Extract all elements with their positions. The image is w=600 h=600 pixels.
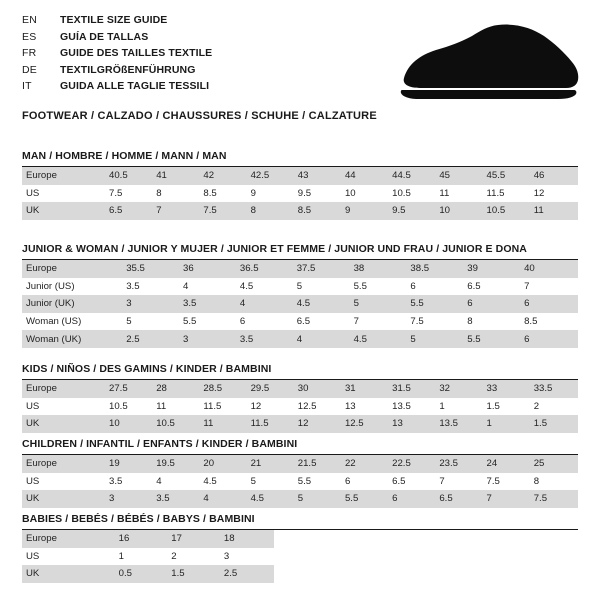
table-block-kids: [22, 363, 578, 433]
cell: 6: [410, 280, 416, 292]
cell: 6.5: [392, 475, 406, 487]
cell: 4.5: [248, 490, 295, 508]
cell: 3.5: [126, 280, 140, 292]
cell-empty: [274, 530, 579, 548]
row-label: Woman (US): [26, 316, 82, 328]
cell: 8: [533, 475, 540, 487]
cell: 9: [342, 202, 389, 220]
cell: 18: [221, 530, 274, 548]
size-table: [22, 380, 578, 433]
cell: 6: [389, 490, 436, 508]
table-row: [22, 185, 578, 203]
cell: 45: [436, 167, 483, 185]
block-heading: BABIES / BEBÉS / BÉBÉS / BABYS / BAMBINI: [22, 513, 578, 530]
language-title: TEXTILE SIZE GUIDE: [60, 14, 168, 26]
cell: 17: [168, 530, 221, 548]
language-code: ES: [22, 30, 37, 43]
cell: 4: [237, 295, 294, 313]
cell: 12: [250, 400, 262, 412]
cell: 6: [239, 316, 246, 328]
cell: 8.5: [524, 316, 538, 328]
cell: 11.5: [203, 400, 222, 412]
row-label: Woman (UK): [22, 330, 123, 348]
category-title: FOOTWEAR / CALZADO / CHAUSSURES / SCHUHE / CALZATURE: [22, 110, 377, 122]
cell: 36.5: [237, 260, 294, 278]
cell: 37.5: [294, 260, 351, 278]
language-title: TEXTILGRÖßENFÜHRUNG: [60, 63, 196, 76]
cell: 38: [351, 260, 408, 278]
table-block-babies: [22, 513, 578, 583]
cell: 28.5: [200, 380, 247, 398]
cell: 12: [533, 187, 545, 199]
header: [22, 14, 402, 97]
table-row: [22, 473, 578, 491]
cell: 6.5: [106, 202, 153, 220]
row-label: Junior (UK): [22, 295, 123, 313]
cell: 27.5: [106, 380, 153, 398]
cell: 29.5: [248, 380, 295, 398]
table-row: [22, 260, 578, 278]
cell: 44: [342, 167, 389, 185]
cell: 3.5: [237, 330, 294, 348]
cell: 9.5: [297, 187, 312, 199]
cell: 13.5: [392, 400, 411, 412]
table-row: [22, 455, 578, 473]
language-code: IT: [22, 80, 32, 92]
cell: 8: [467, 316, 473, 328]
size-table: [22, 530, 578, 583]
cell: 4.5: [351, 330, 408, 348]
cell: 10: [106, 415, 153, 433]
cell: 10.5: [153, 415, 200, 433]
cell: 6.5: [296, 316, 311, 328]
cell: 11.5: [248, 415, 295, 433]
cell: 21.5: [295, 455, 342, 473]
dress-shoe-icon: [398, 22, 580, 102]
cell: 36: [180, 260, 237, 278]
cell: 4.5: [239, 280, 254, 292]
cell: 5: [250, 475, 256, 487]
row-label: Europe: [22, 260, 123, 278]
cell: 3.5: [153, 490, 200, 508]
cell: 46: [531, 167, 578, 185]
cell: 0.5: [116, 565, 169, 583]
cell: 45.5: [484, 167, 531, 185]
cell: 10.5: [392, 187, 411, 199]
cell: 2.5: [123, 330, 180, 348]
cell: 6: [464, 295, 521, 313]
cell: 5.5: [342, 490, 389, 508]
cell: 6: [521, 295, 578, 313]
cell: 9: [250, 187, 256, 199]
cell: 12: [295, 415, 342, 433]
row-label: Europe: [22, 380, 106, 398]
row-label: US: [26, 475, 40, 487]
table-row: [22, 313, 578, 331]
table-row: [22, 380, 578, 398]
cell: 7.5: [410, 316, 424, 328]
cell: 4: [183, 280, 189, 292]
cell: 1: [484, 415, 531, 433]
cell: 8.5: [203, 187, 217, 199]
cell: 11: [531, 202, 578, 220]
cell: 10: [344, 187, 356, 199]
cell: 4: [200, 490, 247, 508]
language-row: [22, 31, 402, 48]
cell: 19: [106, 455, 153, 473]
cell: 6: [521, 330, 578, 348]
language-row: [22, 80, 402, 97]
row-label: Europe: [22, 530, 116, 548]
cell: 11: [156, 400, 167, 412]
row-label: UK: [22, 565, 116, 583]
cell: 25: [531, 455, 578, 473]
cell: 11: [439, 187, 450, 199]
cell: 8: [248, 202, 295, 220]
cell: 42.5: [248, 167, 295, 185]
cell: 1: [118, 550, 125, 562]
cell: 3.5: [180, 295, 237, 313]
table-row: [22, 398, 578, 416]
cell: 5: [295, 490, 342, 508]
cell: 1.5: [531, 415, 578, 433]
cell: 11.5: [486, 187, 505, 199]
cell: 31.5: [389, 380, 436, 398]
cell: 10.5: [109, 400, 128, 412]
cell: 4: [156, 475, 162, 487]
table-row: [22, 565, 578, 583]
cell: 20: [200, 455, 247, 473]
cell: 5: [126, 316, 132, 328]
row-label: UK: [22, 415, 106, 433]
cell: 11: [200, 415, 247, 433]
cell: 35.5: [123, 260, 180, 278]
cell: 5.5: [407, 295, 464, 313]
row-label: Europe: [22, 455, 106, 473]
cell: 7: [353, 316, 359, 328]
cell: 4.5: [203, 475, 217, 487]
block-heading: KIDS / NIÑOS / DES GAMINS / KINDER / BAMBINI: [22, 363, 578, 380]
language-row: [22, 14, 402, 31]
cell: 13: [344, 400, 356, 412]
block-heading: MAN / HOMBRE / HOMME / MANN / MAN: [22, 150, 578, 167]
cell: 2.5: [221, 565, 274, 583]
size-table: [22, 167, 578, 220]
cell: 7.5: [531, 490, 578, 508]
cell: 13: [389, 415, 436, 433]
cell: 4.5: [294, 295, 351, 313]
cell: 1.5: [168, 565, 221, 583]
cell: 3: [106, 490, 153, 508]
cell: 21: [248, 455, 295, 473]
table-row: [22, 490, 578, 508]
cell: 3: [180, 330, 237, 348]
cell: 31: [342, 380, 389, 398]
cell: 7.5: [486, 475, 500, 487]
cell-empty: [274, 548, 579, 566]
row-label: US: [26, 550, 40, 562]
cell: 6.5: [436, 490, 483, 508]
block-heading: JUNIOR & WOMAN / JUNIOR Y MUJER / JUNIOR ET FEMME / JUNIOR UND FRAU / JUNIOR E DONA: [22, 243, 578, 260]
language-code: DE: [22, 63, 37, 76]
cell: 32: [436, 380, 483, 398]
table-row: [22, 278, 578, 296]
table-block-man: [22, 150, 578, 220]
language-code: EN: [22, 14, 37, 26]
cell: 7: [484, 490, 531, 508]
cell: 9.5: [389, 202, 436, 220]
language-row: [22, 47, 402, 64]
cell: 19.5: [153, 455, 200, 473]
cell: 6.5: [467, 280, 481, 292]
cell: 30: [295, 380, 342, 398]
cell: 5.5: [353, 280, 367, 292]
cell: 41: [153, 167, 200, 185]
cell: 43: [295, 167, 342, 185]
cell: 5: [407, 330, 464, 348]
table-block-junior-woman: [22, 243, 578, 348]
cell: 23.5: [436, 455, 483, 473]
table-row: [22, 415, 578, 433]
cell: 8: [156, 187, 162, 199]
cell: 42: [200, 167, 247, 185]
cell-empty: [274, 565, 579, 583]
table-row: [22, 202, 578, 220]
cell: 3.5: [109, 475, 123, 487]
size-table: [22, 260, 578, 348]
cell: 3: [123, 295, 180, 313]
row-label: Europe: [22, 167, 106, 185]
cell: 38.5: [407, 260, 464, 278]
cell: 1: [439, 400, 445, 412]
language-row: [22, 64, 402, 81]
cell: 40: [521, 260, 578, 278]
row-label: UK: [22, 202, 106, 220]
cell: 16: [116, 530, 169, 548]
cell: 5.5: [183, 316, 197, 328]
language-title: GUIDE DES TAILLES TEXTILE: [60, 47, 213, 59]
cell: 2: [171, 550, 177, 562]
cell: 22: [342, 455, 389, 473]
cell: 5.5: [464, 330, 521, 348]
cell: 7.5: [200, 202, 247, 220]
cell: 4: [294, 330, 351, 348]
cell: 28: [153, 380, 200, 398]
cell: 6: [344, 475, 351, 487]
cell: 5: [351, 295, 408, 313]
cell: 13.5: [436, 415, 483, 433]
table-row: [22, 530, 578, 548]
language-code: FR: [22, 47, 37, 59]
cell: 2: [533, 400, 540, 412]
table-row: [22, 548, 578, 566]
row-label: Junior (US): [26, 280, 75, 292]
block-heading: CHILDREN / INFANTIL / ENFANTS / KINDER / BAMBINI: [22, 438, 578, 455]
cell: 10.5: [484, 202, 531, 220]
cell: 7: [524, 280, 530, 292]
cell: 8.5: [295, 202, 342, 220]
table-row: [22, 295, 578, 313]
cell: 39: [464, 260, 521, 278]
cell: 22.5: [389, 455, 436, 473]
cell: 40.5: [106, 167, 153, 185]
cell: 1.5: [486, 400, 500, 412]
cell: 10: [436, 202, 483, 220]
cell: 12.5: [297, 400, 317, 412]
cell: 5: [296, 280, 303, 292]
cell: 24: [484, 455, 531, 473]
language-title: GUÍA DE TALLAS: [60, 30, 149, 43]
cell: 7: [439, 475, 445, 487]
table-block-children: [22, 438, 578, 508]
table-row: [22, 330, 578, 348]
cell: 33: [484, 380, 531, 398]
cell: 7: [153, 202, 200, 220]
cell: 5.5: [297, 475, 312, 487]
table-row: [22, 167, 578, 185]
cell: 44.5: [389, 167, 436, 185]
cell: 33.5: [531, 380, 578, 398]
size-table: [22, 455, 578, 508]
cell: 3: [223, 550, 230, 562]
cell: 7.5: [109, 187, 123, 199]
language-title: GUIDA ALLE TAGLIE TESSILI: [60, 80, 210, 92]
row-label: US: [26, 187, 40, 199]
cell: 12.5: [342, 415, 389, 433]
row-label: UK: [22, 490, 106, 508]
row-label: US: [26, 400, 40, 412]
